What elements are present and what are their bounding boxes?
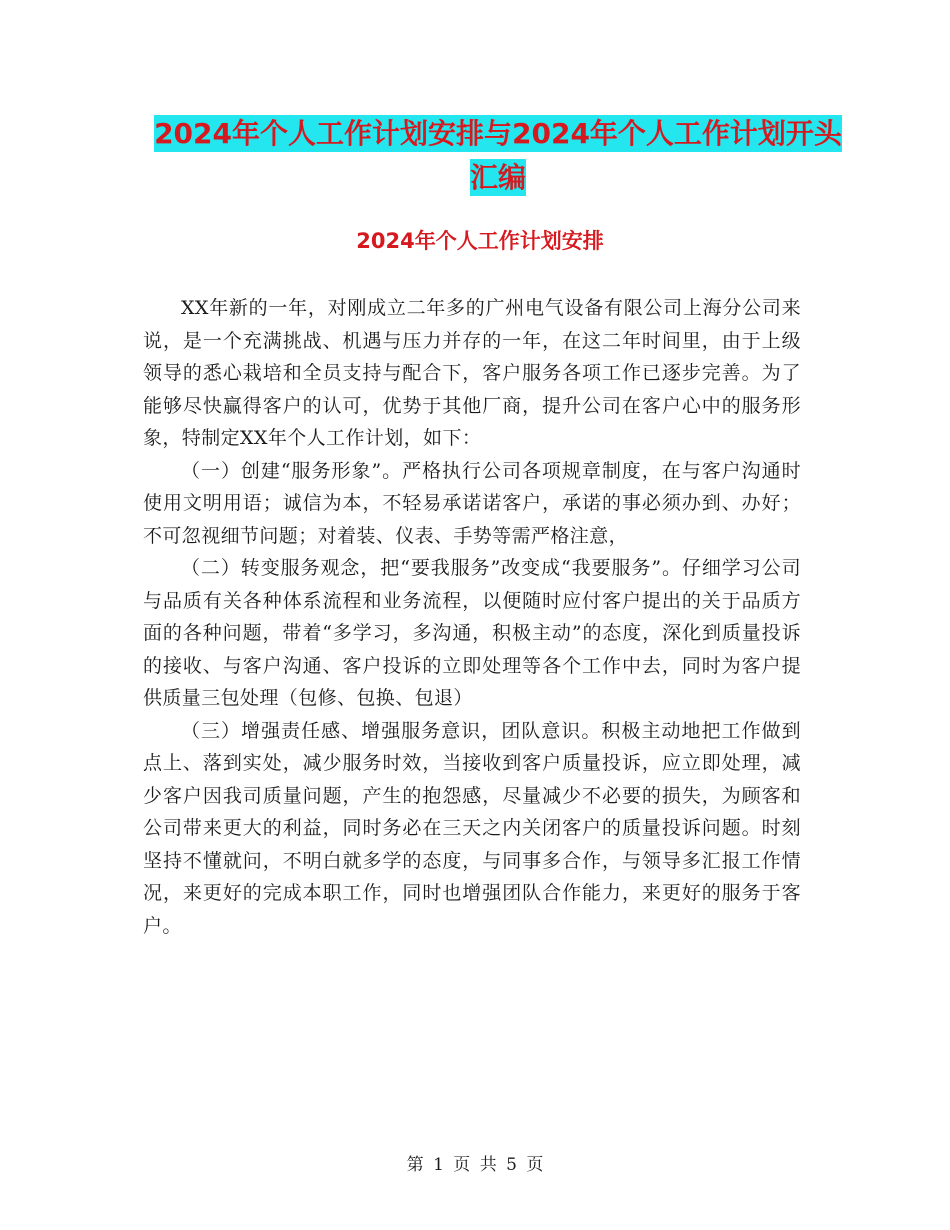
document-title xyxy=(140,112,856,200)
document-body xyxy=(143,292,801,942)
document-title-line1: 2024年个人工作计划安排与2024年个人工作计划开头 xyxy=(154,117,842,150)
paragraph-item-1: （一）创建“服务形象”。严格执行公司各项规章制度，在与客户沟通时使用文明用语；诚信为本，不轻易承诺诺客户，承诺的事必须办到、办好；不可忽视细节问题；对着装、仪表、手势等需严格注意， xyxy=(143,459,801,547)
page-footer: 第 1 页 共 5 页 xyxy=(406,1155,544,1175)
paragraph-item-2: （二）转变服务观念，把“要我服务”改变成“我要服务”。仔细学习公司与品质有关各种体系流程和业务流程，以便随时应付客户提出的关于品质方面的各种问题，带着“多学习，多沟通，积极主动”的态度，深化到质量投诉的接收、与客户沟通、客户投诉的立即处理等各个工作中去，同时为客户提供质量三包处理（包修、包换、包退） xyxy=(143,557,801,709)
paragraph-intro: XX年新的一年，对刚成立二年多的广州电气设备有限公司上海分公司来说，是一个充满挑战、机遇与压力并存的一年，在这二年时间里，由于上级领导的悉心栽培和全员支持与配合下，客户服务各项工作已逐步完善。为了能够尽快赢得客户的认可，优势于其他厂商，提升公司在客户心中的服务形象，特制定XX年个人工作计划，如下： xyxy=(143,297,801,449)
paragraph-item-3: （三）增强责任感、增强服务意识，团队意识。积极主动地把工作做到点上、落到实处，减少服务时效，当接收到客户质量投诉，应立即处理，减少客户因我司质量问题，产生的抱怨感，尽量减少不必要的损失，为顾客和公司带来更大的利益，同时务必在三天之内关闭客户的质量投诉问题。时刻坚持不懂就问，不明白就多学的态度，与同事多合作，与领导多汇报工作情况，来更好的完成本职工作，同时也增强团队合作能力，来更好的服务于客户。 xyxy=(143,719,801,937)
document-title-line2: 汇编 xyxy=(469,161,526,194)
section-title: 2024年个人工作计划安排 xyxy=(356,229,604,253)
